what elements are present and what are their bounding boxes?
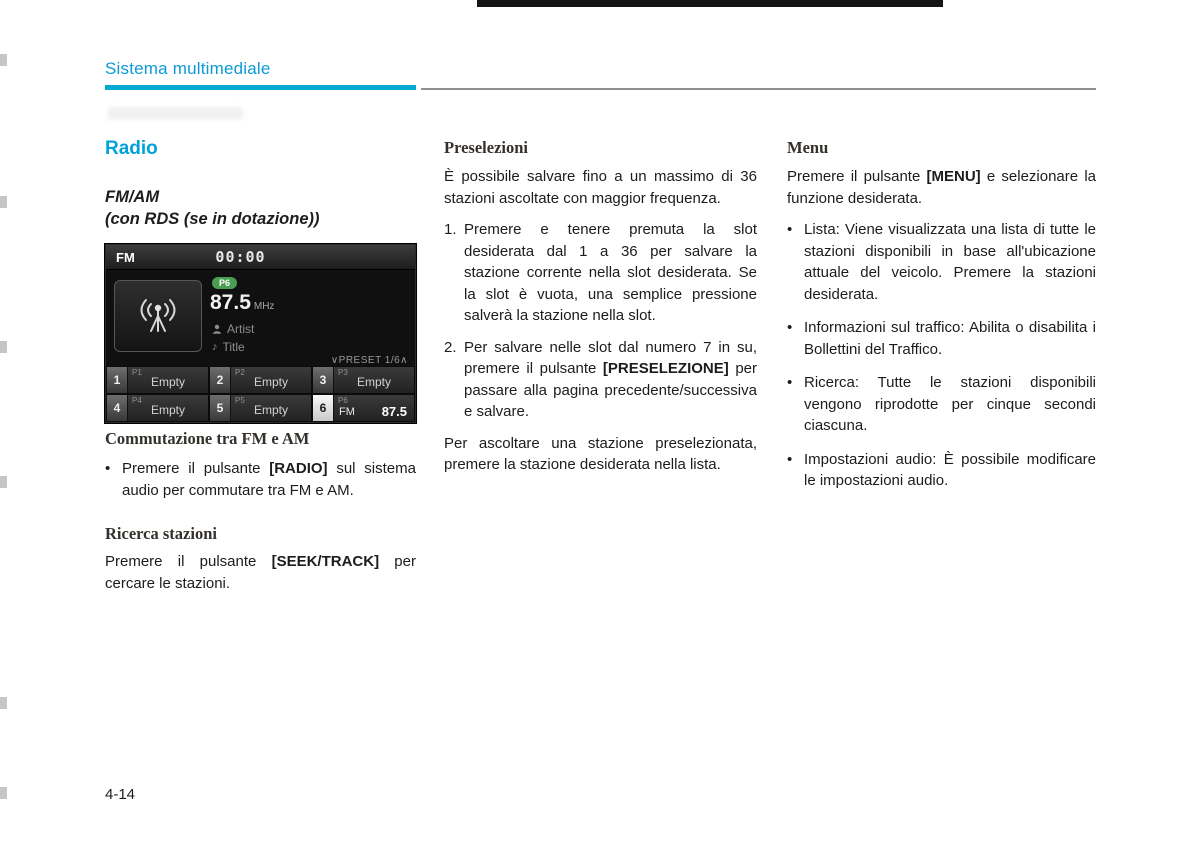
preset-slot-number: 6 [313,395,334,421]
preset-grid [106,366,415,422]
preset-slot-1 [106,366,209,394]
title-row [212,340,245,354]
bullet-marker: • [787,319,793,336]
preset-slot-id: P6 [338,396,348,405]
preset-step-1 [444,219,757,327]
heading-ricerca-stazioni: Ricerca stazioni [105,524,217,543]
section-title-radio: Radio [105,138,158,159]
seek-text [105,551,416,594]
text-run: e selezionare la funzione desiderata. [787,168,1096,207]
artist-person-icon [212,324,222,334]
preset-slot-band: FM [339,405,355,418]
menu-bullet-text: Lista: Viene visualizzata una lista di tutte le stazioni disponibili in base all'ubicazione attuale del veicolo. Premere la stazioni desiderata. [804,221,1096,303]
title-label: Title [222,340,245,354]
text-run: Premere il pulsante [105,553,272,570]
column-left [105,138,416,594]
fm-am-subtitle [105,186,416,230]
preset-button-ref: [PRESELEZIONE] [602,360,729,377]
preset-slot-label: Empty [150,374,185,389]
scan-artifact-edge [0,476,7,488]
column-middle [444,138,757,594]
preset-number-badge: P6 [212,277,237,289]
menu-bullet-text: Informazioni sul traffico: Abilita o disabilita i Bollettini del Traffico. [804,319,1096,358]
preset-slot-id: P4 [132,396,142,405]
antenna-broadcast-icon [130,295,186,337]
bullet-marker: • [787,221,793,238]
preset-intro-text: È possibile salvare fino a un massimo di 36 stazioni ascoltate con maggior frequenza. [444,168,757,207]
menu-bullet-ricerca [787,372,1096,437]
chapter-underline-bar [105,85,416,90]
frequency-value: 87.5 [210,291,251,314]
menu-bullet-lista [787,219,1096,305]
preset-slot-label: Empty [150,402,185,417]
radio-switch-bullet [105,458,416,501]
text-run: Premere il pulsante [787,168,927,185]
preset-slot-2 [209,366,312,394]
menu-bullet-text: Impostazioni audio: È possibile modificare le impostazioni audio. [804,450,1096,489]
preset-slot-3 [312,366,415,394]
preset-slot-5 [209,394,312,422]
artist-label: Artist [227,322,255,336]
music-note-icon: ♪ [212,341,218,353]
radio-button-ref: [RADIO] [269,460,328,477]
preset-slot-label: Empty [253,402,288,417]
frequency-readout [210,291,274,315]
artist-row [212,322,254,336]
list-number: 1. [444,221,457,238]
fm-am-line1: FM/AM [105,188,160,206]
fm-am-line2: (con RDS (se in dotazione)) [105,210,320,228]
preset-slot-id: P3 [338,368,348,377]
bullet-marker: • [787,450,793,468]
bullet-marker: • [105,460,111,477]
preset-slot-number: 4 [107,395,128,421]
preset-step-1-text: Premere e tenere premuta la slot desiderata dal 1 a 36 per salvare la stazione corrente nella slot desiderata. Se la slot è vuota, una semplice pressione salverà la stazione nella slot. [464,221,757,324]
page-number: 4-14 [105,786,136,803]
menu-bullet-audio [787,449,1096,492]
text-run: Premere il pulsante [122,460,270,477]
preset-slot-number: 3 [313,367,334,393]
preset-step-2 [444,337,757,423]
preset-slot-label: Empty [356,374,391,389]
text-run: Per salvare nelle slot dal numero 7 in su, premere il pulsante [464,338,757,377]
text-run: sul sistema audio per commutare tra FM e AM. [122,460,416,499]
scan-artifact-top-bar [477,0,943,7]
clock-display: 00:00 [215,248,266,266]
preset-pager-indicator: ∨PRESET 1/6∧ [330,355,408,366]
menu-button-ref: [MENU] [926,168,981,185]
menu-bullet-traffico [787,317,1096,360]
preset-slot-number: 2 [210,367,231,393]
text-run: per cercare le stazioni. [105,553,416,592]
preset-slot-id: P2 [235,368,245,377]
preset-slot-id: P1 [132,368,142,377]
preset-step-2-text [464,337,757,423]
frequency-unit: MHz [253,301,275,312]
preset-slot-id: P5 [235,396,245,405]
preset-slot-label: Empty [253,374,288,389]
display-status-bar [106,245,415,270]
scan-artifact-edge [0,196,7,208]
heading-preselezioni: Preselezioni [444,138,528,157]
chapter-title: Sistema multimediale [105,59,271,78]
radio-display-illustration [105,244,416,423]
display-main-area [106,270,415,367]
list-number: 2. [444,338,457,356]
radio-switch-text [122,458,416,501]
radio-signal-tile [114,280,202,352]
preset-slot-4 [106,394,209,422]
seek-button-ref: [SEEK/TRACK] [271,553,380,570]
scan-artifact-edge [0,697,7,709]
text-run: per passare alla pagina precedente/successiva e salvare. [464,360,757,420]
preset-outro-text: Per ascoltare una stazione preselezionata, premere la stazione desiderata nella lista. [444,434,757,473]
bullet-marker: • [787,374,793,391]
band-indicator: FM [116,249,135,265]
heading-menu: Menu [787,138,829,157]
header-rule [421,88,1096,90]
preset-slot-frequency: 87.5 [381,404,407,419]
menu-bullet-text: Ricerca: Tutte le stazioni disponibili vengono riprodotte per cinque secondi ciascuna. [804,374,1096,434]
preset-slot-6-active [312,394,415,422]
preset-slot-number: 1 [107,367,128,393]
scan-artifact-edge [0,54,7,66]
scan-artifact-edge [0,341,7,353]
column-right [787,138,1096,594]
preset-slot-number: 5 [210,395,231,421]
heading-commutazione: Commutazione tra FM e AM [105,429,310,448]
content-columns [105,138,1096,594]
print-bleed-artifact [108,107,243,120]
menu-intro-text [787,166,1096,209]
scan-artifact-edge [0,787,7,799]
